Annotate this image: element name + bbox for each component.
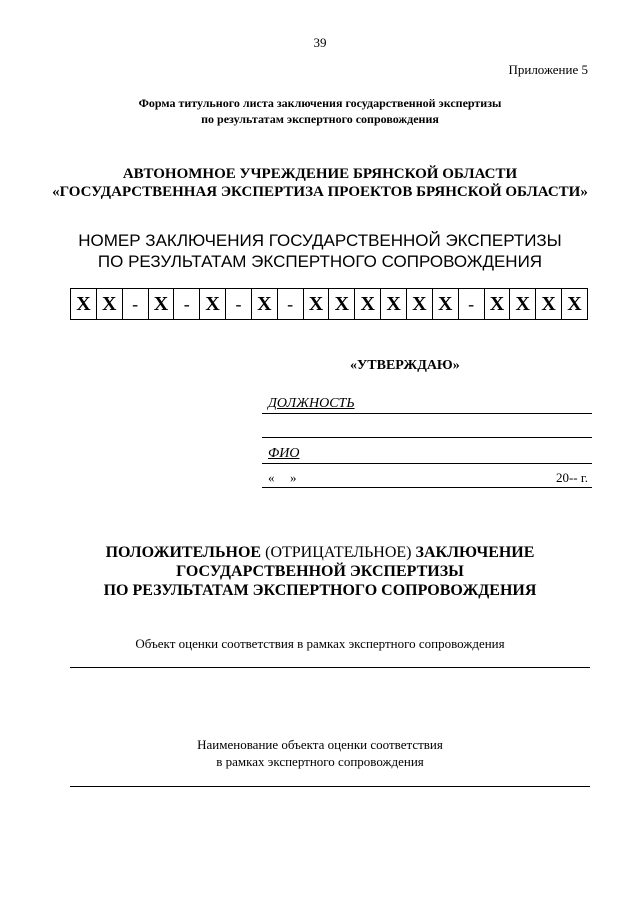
date-line	[262, 487, 592, 488]
appendix-label: Приложение 5	[508, 62, 588, 77]
number-digit-cell: X	[97, 289, 123, 319]
conclusion-word: ЗАКЛЮЧЕНИЕ	[415, 544, 535, 561]
number-separator-cell: -	[174, 289, 200, 319]
number-digit-cell: X	[407, 289, 433, 319]
organization-name	[0, 165, 640, 201]
number-digit-cell: X	[252, 289, 278, 319]
organization-line1: АВТОНОМНОЕ УЧРЕЖДЕНИЕ БРЯНСКОЙ ОБЛАСТИ	[122, 166, 518, 182]
number-digit-cell: X	[355, 289, 381, 319]
fio-line	[262, 463, 592, 464]
conclusion-line2: ГОСУДАРСТВЕННОЙ ЭКСПЕРТИЗЫ	[176, 563, 464, 580]
form-title-line1: Форма титульного листа заключения государственной экспертизы	[138, 96, 502, 110]
number-title	[0, 230, 640, 272]
date-year: 20-- г.	[555, 470, 588, 485]
number-digit-cell: X	[149, 289, 175, 319]
object-name-line2: в рамках экспертного сопровождения	[216, 754, 424, 769]
signature-line	[262, 437, 592, 438]
conclusion-positive: ПОЛОЖИТЕЛЬНОЕ	[105, 544, 262, 561]
object-line	[70, 667, 590, 668]
date-quote-close: »	[290, 470, 297, 485]
object-label: Объект оценки соответствия в рамках экспертного сопровождения	[135, 636, 505, 651]
conclusion-title	[0, 543, 640, 600]
form-title-line2: по результатам экспертного сопровождения	[201, 112, 439, 126]
number-digit-cell: X	[510, 289, 536, 319]
object-name-label	[0, 736, 640, 770]
position-line	[262, 413, 592, 414]
conclusion-number-grid	[70, 288, 588, 320]
number-title-line2: ПО РЕЗУЛЬТАТАМ ЭКСПЕРТНОГО СОПРОВОЖДЕНИЯ	[97, 252, 543, 271]
number-digit-cell: X	[562, 289, 588, 319]
conclusion-negative: (ОТРИЦАТЕЛЬНОЕ)	[265, 544, 412, 561]
number-digit-cell: X	[536, 289, 562, 319]
number-digit-cell: X	[200, 289, 226, 319]
number-separator-cell: -	[123, 289, 149, 319]
approve-label: «УТВЕРЖДАЮ»	[350, 358, 460, 373]
number-title-line1: НОМЕР ЗАКЛЮЧЕНИЯ ГОСУДАРСТВЕННОЙ ЭКСПЕРТИЗЫ	[78, 231, 562, 250]
number-digit-cell: X	[329, 289, 355, 319]
fio-label: ФИО	[268, 446, 300, 461]
number-digit-cell: X	[71, 289, 97, 319]
number-digit-cell: X	[304, 289, 330, 319]
number-separator-cell: -	[226, 289, 252, 319]
number-digit-cell: X	[381, 289, 407, 319]
number-digit-cell: X	[485, 289, 511, 319]
number-separator-cell: -	[278, 289, 304, 319]
page-number: 39	[313, 35, 327, 50]
date-quote-open: «	[268, 470, 275, 485]
organization-line2: «ГОСУДАРСТВЕННАЯ ЭКСПЕРТИЗА ПРОЕКТОВ БРЯНСКОЙ ОБЛАСТИ»	[52, 184, 588, 200]
object-name-line1: Наименование объекта оценки соответствия	[197, 737, 443, 752]
object-name-line	[70, 786, 590, 787]
position-label: ДОЛЖНОСТЬ	[268, 396, 355, 411]
number-separator-cell: -	[459, 289, 485, 319]
conclusion-line3: ПО РЕЗУЛЬТАТАМ ЭКСПЕРТНОГО СОПРОВОЖДЕНИЯ	[103, 582, 537, 599]
number-digit-cell: X	[433, 289, 459, 319]
form-title	[0, 95, 640, 127]
